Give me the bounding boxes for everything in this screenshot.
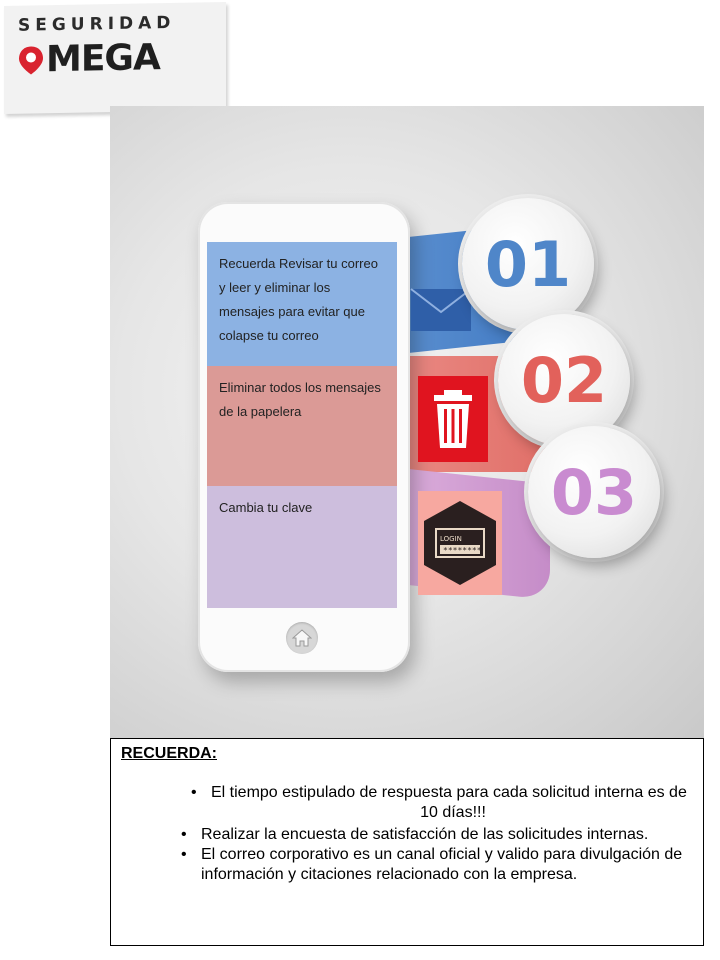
bullet-response-time	[185, 783, 695, 823]
mail-icon	[410, 288, 472, 332]
home-icon	[286, 622, 318, 654]
location-pin-icon	[18, 45, 44, 75]
reminder-list-2	[175, 825, 695, 885]
login-password: ********	[443, 546, 482, 555]
reminder-title: RECUERDA:	[121, 745, 217, 762]
logo-top-text: SEGURIDAD	[18, 12, 176, 36]
login-label: LOGIN	[440, 535, 462, 543]
reminder-box	[110, 738, 704, 946]
step-01-text: Recuerda Revisar tu correo y leer y eliminar los mensajes para evitar que colapse tu correo	[207, 242, 397, 366]
reminder-list-1	[185, 783, 695, 823]
step-02-text: Eliminar todos los mensajes de la papelera	[207, 366, 397, 486]
company-logo	[4, 2, 226, 114]
step-01-number: 01	[462, 198, 594, 330]
step-02-number: 02	[498, 314, 630, 446]
logo-main-text: MEGA	[46, 37, 160, 81]
bullet-response-time-line1: El tiempo estipulado de respuesta para cada solicitud interna es de	[211, 784, 687, 801]
infographic	[110, 106, 704, 738]
trash-icon	[418, 376, 488, 462]
step-03-number: 03	[528, 426, 660, 558]
step-03-text: Cambia tu clave	[207, 486, 397, 608]
bullet-response-time-line2: 10 días!!!	[420, 804, 486, 821]
bullet-survey: • Realizar la encuesta de satisfacción de las solicitudes internas.	[175, 825, 695, 845]
login-icon	[418, 491, 502, 595]
phone-illustration	[198, 202, 410, 672]
bullet-corporate-mail: • El correo corporativo es un canal oficial y valido para divulgación de información y citaciones relacionado con la empresa.	[175, 845, 695, 885]
